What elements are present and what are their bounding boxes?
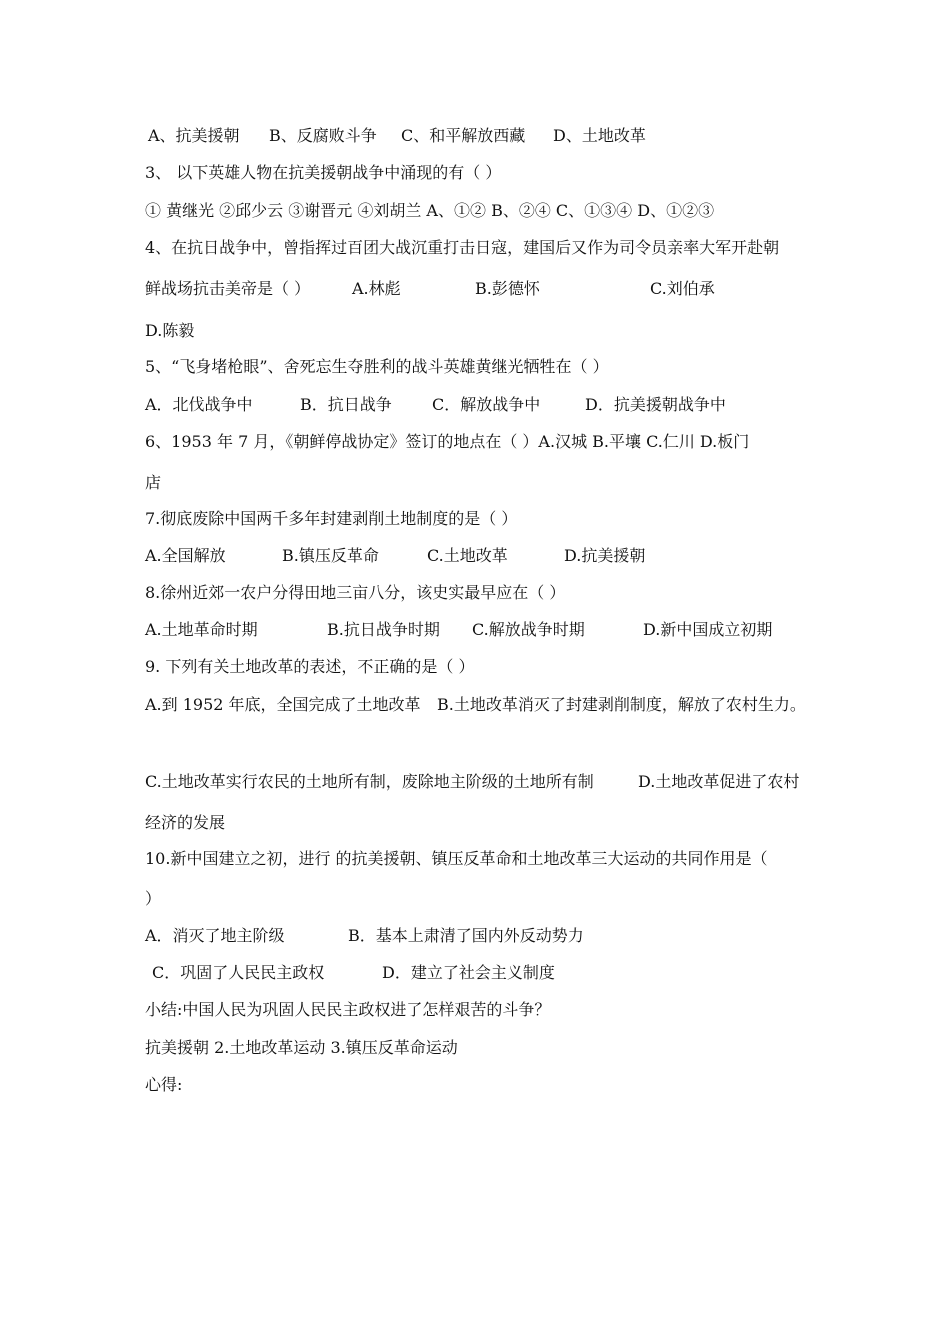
q8-option-b: B.抗日战争时期 bbox=[327, 620, 440, 639]
q8-option-c: C.解放战争时期 bbox=[472, 620, 585, 639]
q5-stem: 5、“飞身堵枪眼”、舍死忘生夺胜利的战斗英雄黄继光牺牲在（ ） bbox=[145, 357, 609, 376]
q7-option-d: D.抗美援朝 bbox=[564, 546, 646, 565]
q9-option-d-cont: 经济的发展 bbox=[145, 813, 226, 832]
q2-option-c: C、和平解放西藏 bbox=[401, 126, 526, 145]
q3-items: ① 黄继光 ②邱少云 ③谢晋元 ④刘胡兰 A、①② B、②④ C、①③④ D、①②③ bbox=[145, 201, 715, 220]
summary-answer: 抗美援朝 2.土地改革运动 3.镇压反革命运动 bbox=[145, 1038, 458, 1057]
q5-option-c: C．解放战争中 bbox=[432, 395, 541, 414]
q4-option-b: B.彭德怀 bbox=[475, 279, 540, 298]
q9-option-d: D.土地改革促进了农村 bbox=[638, 772, 800, 791]
q4-option-c: C.刘伯承 bbox=[650, 279, 715, 298]
q10-stem-line2: ） bbox=[145, 889, 162, 908]
q10-option-b: B．基本上肃清了国内外反动势力 bbox=[348, 926, 584, 945]
q2-option-b: B、反腐败斗争 bbox=[269, 126, 377, 145]
q3-stem: 3、 以下英雄人物在抗美援朝战争中涌现的有（ ） bbox=[145, 163, 502, 182]
q9-option-a: A.到 1952 年底，全国完成了土地改革 bbox=[145, 695, 421, 714]
q2-option-d: D、土地改革 bbox=[553, 126, 646, 145]
q6-line1: 6、1953 年 7 月，《朝鲜停战协定》签订的地点在（ ）A.汉城 B.平壤 C.仁川 D.板门 bbox=[145, 432, 750, 451]
q5-option-a: A．北伐战争中 bbox=[145, 395, 253, 414]
q10-option-d: D．建立了社会主义制度 bbox=[382, 963, 555, 982]
q4-option-a: A.林彪 bbox=[352, 279, 401, 298]
q5-option-d: D．抗美援朝战争中 bbox=[585, 395, 726, 414]
summary-reflection: 心得: bbox=[145, 1075, 183, 1094]
q6-line2: 店 bbox=[145, 473, 162, 492]
q8-option-a: A.土地革命时期 bbox=[145, 620, 258, 639]
q9-stem: 9. 下列有关土地改革的表述，不正确的是（ ） bbox=[145, 657, 475, 676]
q7-option-c: C.土地改革 bbox=[427, 546, 508, 565]
q7-stem: 7.彻底废除中国两千多年封建剥削土地制度的是（ ） bbox=[145, 509, 518, 528]
summary-question: 小结:中国人民为巩固人民民主政权进了怎样艰苦的斗争？ bbox=[145, 1000, 551, 1019]
q9-option-c: C.土地改革实行农民的土地所有制，废除地主阶级的土地所有制 bbox=[145, 772, 594, 791]
q2-option-a: A、抗美援朝 bbox=[148, 126, 240, 145]
q8-stem: 8.徐州近郊一农户分得田地三亩八分，该史实最早应在（ ） bbox=[145, 583, 566, 602]
q7-option-b: B.镇压反革命 bbox=[282, 546, 379, 565]
q7-option-a: A.全国解放 bbox=[145, 546, 226, 565]
q9-option-b: B.土地改革消灭了封建剥削制度，解放了农村生力。 bbox=[437, 695, 806, 714]
q10-option-a: A．消灭了地主阶级 bbox=[145, 926, 285, 945]
q4-option-d: D.陈毅 bbox=[145, 321, 195, 340]
q4-stem-line2: 鲜战场抗击美帝是（ ） bbox=[145, 279, 311, 298]
q8-option-d: D.新中国成立初期 bbox=[643, 620, 773, 639]
q5-option-b: B．抗日战争 bbox=[300, 395, 392, 414]
q4-stem-line1: 4、在抗日战争中，曾指挥过百团大战沉重打击日寇，建国后又作为司令员亲率大军开赴朝 bbox=[145, 238, 780, 257]
q10-stem-line1: 10.新中国建立之初，进行 的抗美援朝、镇压反革命和土地改革三大运动的共同作用是（ bbox=[145, 849, 768, 868]
q10-option-c: C．巩固了人民民主政权 bbox=[152, 963, 325, 982]
